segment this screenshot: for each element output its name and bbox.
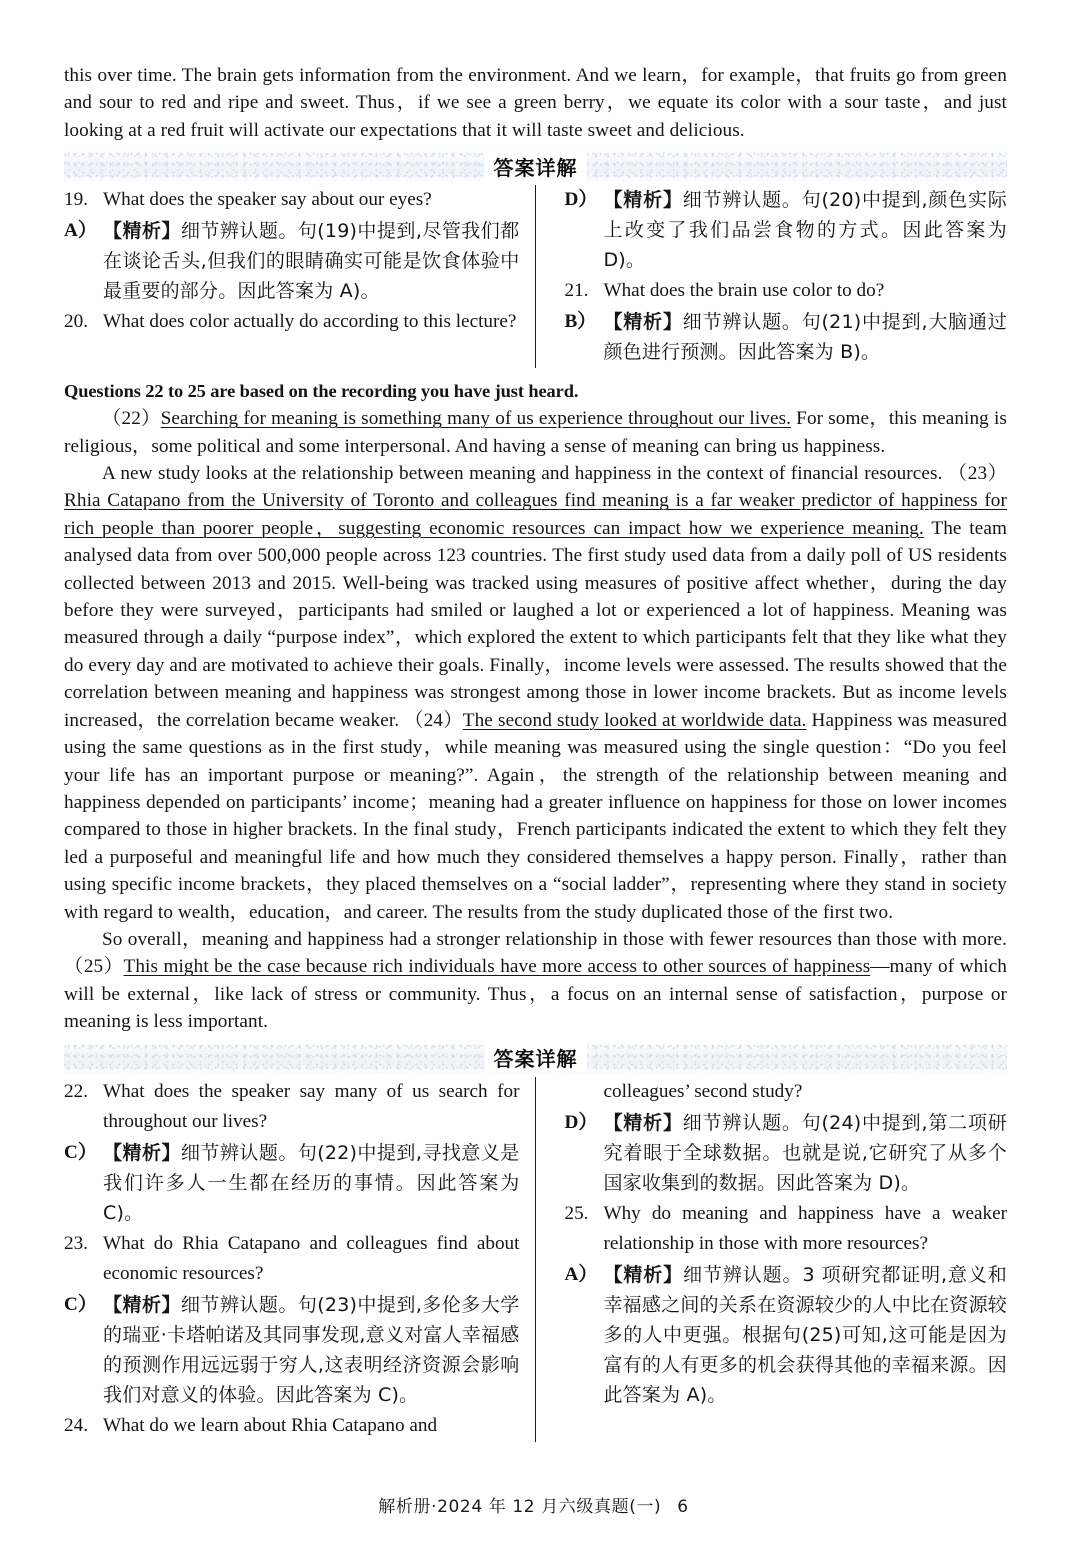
answers-block-1-left-column xyxy=(64,185,535,368)
text-run: 细节辨认题。句(22)中提到,寻找意义是我们许多人一生都在经历的事情。因此答案为 C)。 xyxy=(103,1141,520,1224)
analysis-label: 【精析】 xyxy=(603,1111,683,1134)
analysis-label: 【精析】 xyxy=(603,189,683,212)
script-text-run: For some，this meaning is religious，some political and some interpersonal. And having a sense of meaning can bring us happiness. xyxy=(64,408,1007,457)
question-number: 20. xyxy=(64,311,88,333)
answer-analysis-item xyxy=(64,1290,519,1410)
answer-detail-banner-1 xyxy=(64,151,1007,181)
answers-block-2-left-column xyxy=(64,1077,535,1442)
answer-analysis-item xyxy=(564,307,1007,367)
question-number: 22. xyxy=(64,1080,88,1102)
question-number: 21. xyxy=(564,280,589,302)
analysis-text xyxy=(603,1108,1007,1198)
text-run: What do we learn about Rhia Catapano and xyxy=(103,1414,438,1436)
option-letter: A） xyxy=(64,220,98,242)
answer-analysis-item xyxy=(564,1260,1007,1410)
question-text xyxy=(103,1229,519,1289)
answer-question-item xyxy=(64,1077,519,1137)
text-run: 细节辨认题。句(21)中提到,大脑通过颜色进行预测。因此答案为 B)。 xyxy=(603,311,1007,364)
text-run: 细节辨认题。句(19)中提到,尽管我们都在谈论舌头,但我们的眼睛确实可能是饮食体验中最重要的部分。因此答案为 A)。 xyxy=(103,220,520,303)
analysis-label: 【精析】 xyxy=(103,220,181,243)
script-paragraph xyxy=(64,926,1007,1036)
text-run: What do Rhia Catapano and colleagues find about economic resources? xyxy=(103,1232,520,1284)
option-letter: C） xyxy=(64,1293,98,1315)
analysis-text xyxy=(603,185,1007,275)
text-run: What does color actually do according to this lecture? xyxy=(103,311,517,333)
option-letter: D） xyxy=(564,1111,598,1133)
question-text xyxy=(103,185,519,215)
recording-script xyxy=(64,405,1007,1035)
banner-title: 答案详解 xyxy=(485,152,587,181)
question-text xyxy=(603,1199,1007,1259)
answers-block-2-right-column xyxy=(535,1077,1007,1442)
text-run: 细节辨认题。句(20)中提到,颜色实际上改变了我们品尝食物的方式。因此答案为 D)。 xyxy=(603,189,1007,272)
key-sentence-underlined: The second study looked at worldwide data. xyxy=(462,709,807,731)
script-text-run: So overall，meaning and happiness had a stronger relationship in those with fewer resources than those with more. （25） xyxy=(64,928,1007,978)
analysis-text xyxy=(603,1260,1007,1410)
text-run: 细节辨认题。句(24)中提到,第二项研究着眼于全球数据。也就是说,它研究了从多个国家收集到的数据。因此答案为 D)。 xyxy=(603,1111,1007,1194)
question-text xyxy=(103,307,519,337)
analysis-text xyxy=(103,216,519,306)
answer-analysis-item xyxy=(64,216,519,306)
banner-title: 答案详解 xyxy=(485,1043,587,1072)
analysis-text xyxy=(103,1138,519,1228)
analysis-label: 【精析】 xyxy=(603,1263,684,1286)
answers-block-2 xyxy=(64,1077,1007,1442)
key-sentence-underlined: This might be the case because rich individuals have more access to other sources of happiness xyxy=(123,956,871,978)
answer-analysis-item xyxy=(564,185,1007,275)
page-footer xyxy=(0,1492,1067,1517)
answer-question-item xyxy=(564,1199,1007,1259)
analysis-label: 【精析】 xyxy=(103,1293,181,1316)
recording-section xyxy=(64,381,1007,1035)
analysis-text xyxy=(103,1290,519,1410)
answer-question-item xyxy=(64,1229,519,1289)
text-run: colleagues’ second study? xyxy=(603,1080,803,1102)
script-text-run: （22） xyxy=(102,408,161,430)
question-text xyxy=(103,1077,519,1137)
option-letter: B） xyxy=(564,311,597,333)
text-run: What does the speaker say many of us search for throughout our lives? xyxy=(103,1080,520,1132)
text-run: What does the speaker say about our eyes? xyxy=(103,189,432,211)
answer-analysis-item xyxy=(564,1108,1007,1198)
option-letter: D） xyxy=(564,189,598,211)
question-text xyxy=(603,1077,1007,1107)
key-sentence-underlined: Searching for meaning is something many of us experience throughout our lives. xyxy=(160,408,792,430)
text-run: 细节辨认题。句(23)中提到,多伦多大学的瑞亚·卡塔帕诺及其同事发现,意义对富人幸福感的预测作用远远弱于穷人,这表明经济资源会影响我们对意义的体验。因此答案为 C)。 xyxy=(103,1293,520,1406)
answer-question-item xyxy=(64,307,519,337)
option-letter: C） xyxy=(64,1141,98,1163)
answer-detail-banner-2 xyxy=(64,1043,1007,1073)
key-sentence-underlined: Rhia Catapano from the University of Toronto and colleagues find meaning is a far weaker predictor of happiness for rich people than poorer people，suggesting economic resources can impact how we experience meaning. xyxy=(64,490,1007,539)
question-number: 23. xyxy=(64,1232,88,1254)
script-text-run: The team analysed data from over 500,000 people across 123 countries. The first study used data from a daily poll of US residents collected between 2013 and 2015. Well-being was tracked using measures of positive affect whether，during the day before they were surveyed，participants had smiled or laughed a lot or experienced a lot of happiness. Meaning was measured through a daily “purpose index”，which explored the extent to which participants felt that they like what they do every day and are motivated to achieve their goals. Finally，income levels were assessed. The results showed that the correlation between meaning and happiness was strongest among those in lower income brackets. But as income levels increased，the correlation became weaker. （24） xyxy=(64,517,1007,731)
question-text xyxy=(603,276,1007,306)
question-number: 25. xyxy=(564,1202,589,1224)
analysis-label: 【精析】 xyxy=(103,1141,181,1164)
answer-question-item xyxy=(64,185,519,215)
questions-22-25-heading: Questions 22 to 25 are based on the recording you have just heard. xyxy=(64,381,579,402)
analysis-label: 【精析】 xyxy=(603,311,683,334)
text-run: What does the brain use color to do? xyxy=(603,280,885,302)
option-letter: A） xyxy=(564,1263,598,1285)
answer-analysis-item xyxy=(64,1138,519,1228)
script-text-run: Happiness was measured using the same questions as in the first study，while meaning was measured using the single question：“Do you feel your life has an important purpose or meaning?”. Again，the strength of the relationship between meaning and happiness depended on participants’ income；meaning had a greater influence on happiness for those on lower incomes compared to those in higher brackets. In the final study，French participants indicated the extent to which they felt they led a purposeful and meaningful life and how much they considered themselves a happy person. Finally，rather than using specific income brackets，they placed themselves on a “social ladder”，representing where they stand in society with regard to wealth，education，and career. The results from the study duplicated those of the first two. xyxy=(64,709,1008,923)
script-paragraph xyxy=(64,460,1007,926)
answers-block-1-right-column xyxy=(535,185,1007,368)
question-number: 19. xyxy=(64,189,88,211)
answer-question-item xyxy=(564,1077,1007,1107)
script-text-run: A new study looks at the relationship between meaning and happiness in the context of financial resources. （23） xyxy=(102,463,1007,485)
passage-continuation: this over time. The brain gets information from the environment. And we learn，for example，that fruits go from green and sour to red and ripe and sweet. Thus，if we see a green berry，we equate its color with a sour taste，and just looking at a red fruit will activate our expectations that it will taste sweet and delicious. xyxy=(64,65,1007,141)
script-paragraph xyxy=(64,405,1007,460)
page-number: 6 xyxy=(677,1497,689,1517)
answer-question-item xyxy=(64,1411,519,1441)
text-run: 细节辨认题。3 项研究都证明,意义和幸福感之间的关系在资源较少的人中比在资源较多的人中更强。根据句(25)可知,这可能是因为富有的人有更多的机会获得其他的幸福来源。因此答案为 A)。 xyxy=(603,1263,1007,1406)
question-number: 24. xyxy=(64,1414,88,1436)
text-run: Why do meaning and happiness have a weaker relationship in those with more resources? xyxy=(603,1202,1007,1254)
script-text-run: —many of which will be external，like lack of stress or community. Thus，a focus on an internal sense of satisfaction，purpose or meaning is less important. xyxy=(64,956,1008,1033)
question-text xyxy=(103,1411,519,1441)
answer-question-item xyxy=(564,276,1007,306)
answers-block-1 xyxy=(64,185,1007,368)
analysis-text xyxy=(603,307,1007,367)
footer-title: 解析册·2024 年 12 月六级真题(一) xyxy=(378,1497,662,1517)
